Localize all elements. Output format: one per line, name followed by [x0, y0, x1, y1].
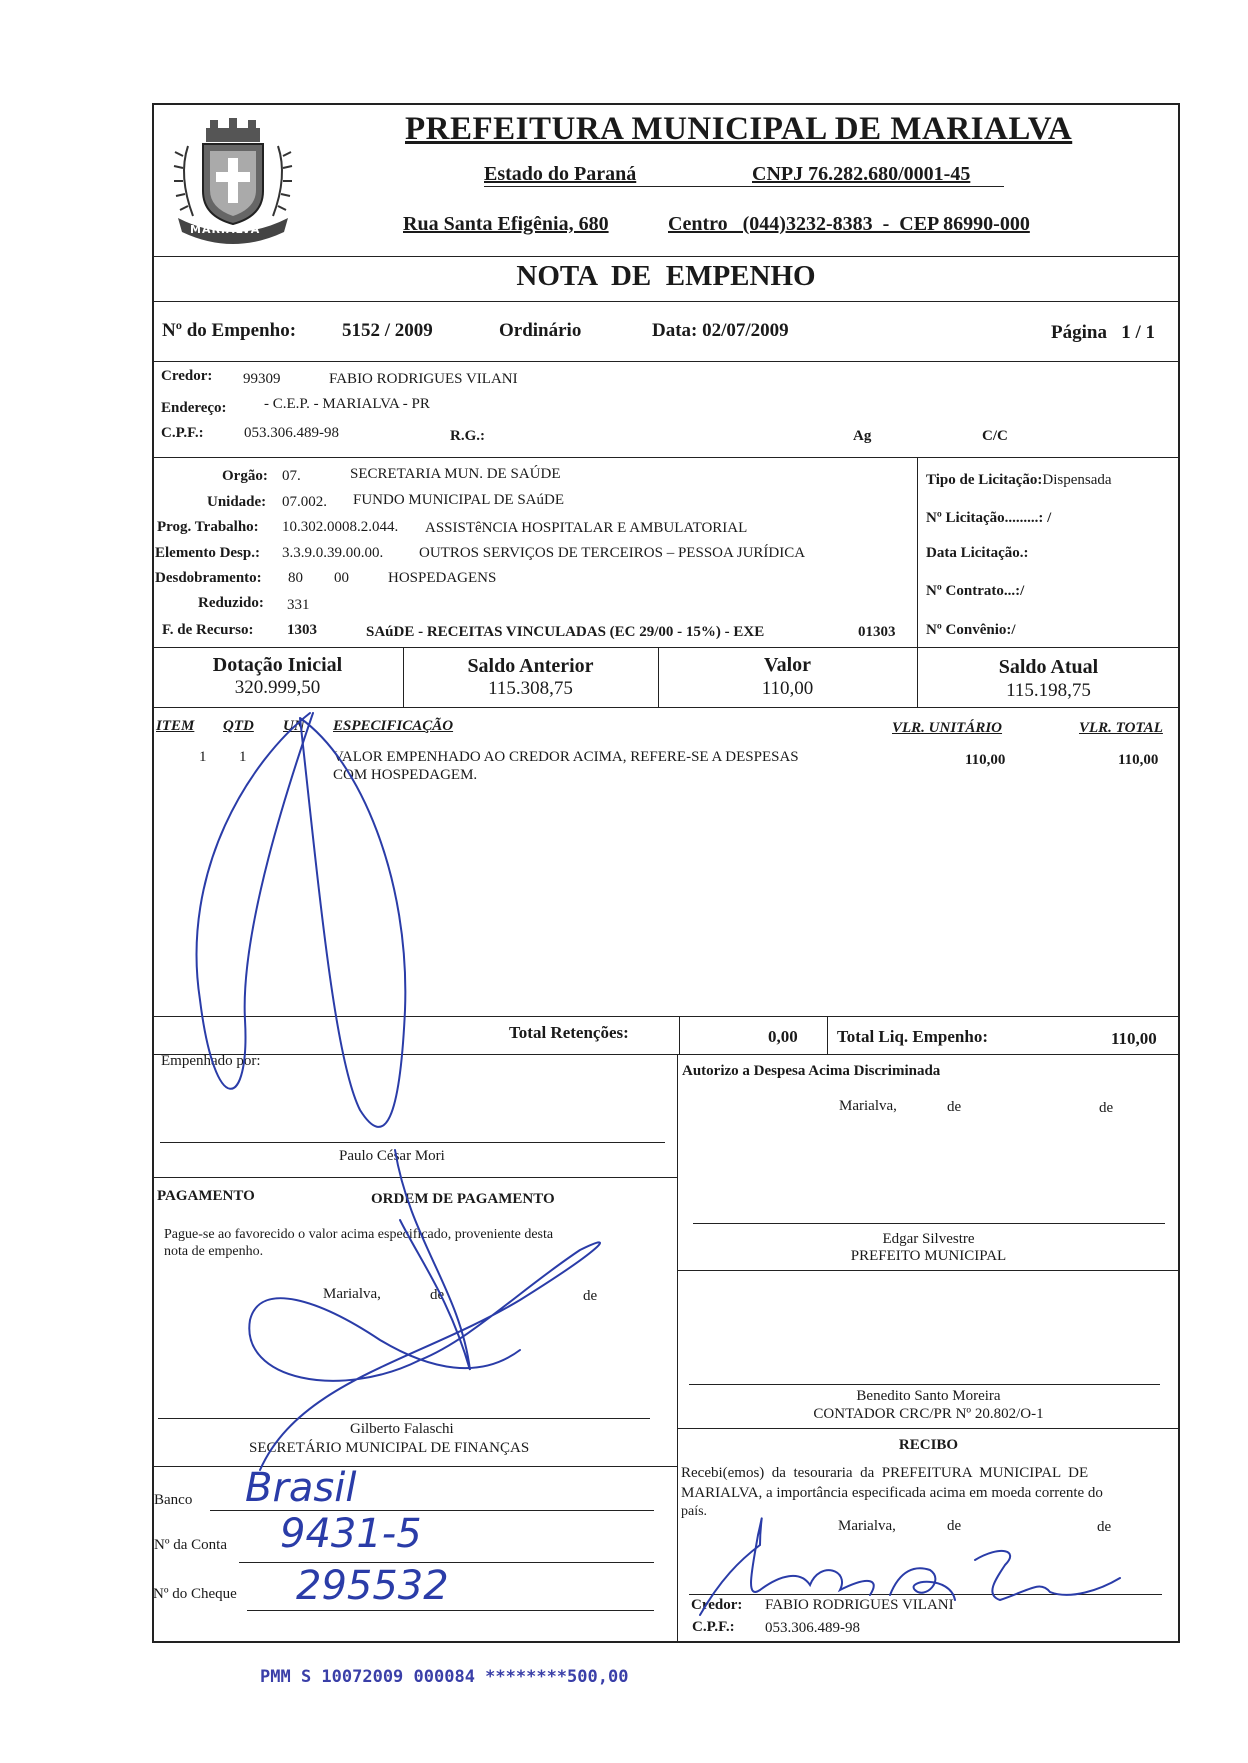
- municipal-crest: [158, 106, 308, 254]
- credor-label: Credor:: [161, 368, 213, 384]
- cpf-label: C.P.F.:: [161, 425, 204, 441]
- divider-title: [152, 301, 1180, 302]
- licitacao-data: Data Licitação.:: [926, 545, 1029, 561]
- elemento-name: OUTROS SERVIÇOS DE TERCEIROS – PESSOA JURÍDICA: [419, 545, 806, 561]
- credor-name: FABIO RODRIGUES VILANI: [329, 371, 518, 387]
- contador-signature-line: [689, 1384, 1160, 1385]
- recibo-text-line3: país.: [681, 1504, 708, 1519]
- endereco-value: - C.E.P. - MARIALVA - PR: [264, 396, 430, 412]
- pagamento-text-line1: Pague-se ao favorecido o valor acima especificado, proveniente desta: [164, 1227, 554, 1242]
- prog-code: 10.302.0008.2.044.: [282, 519, 399, 535]
- recibo-signature-line: [689, 1594, 1162, 1595]
- cheque-line: [247, 1610, 654, 1611]
- fonte-name: SAúDE - RECEITAS VINCULADAS (EC 29/00 - 15%) - EXE: [366, 624, 765, 640]
- recibo-credor-name: FABIO RODRIGUES VILANI: [765, 1597, 954, 1613]
- desdobramento-name: HOSPEDAGENS: [388, 570, 497, 586]
- divider-autorizo: [677, 1270, 1180, 1271]
- empenho-type: Ordinário: [499, 320, 582, 341]
- licitacao-tipo-label: Tipo de Licitação:: [926, 472, 1043, 488]
- desdobramento-code2: 00: [334, 570, 349, 586]
- totais-divider-2: [827, 1016, 828, 1054]
- unidade-name: FUNDO MUNICIPAL DE SAúDE: [353, 492, 564, 508]
- dotacao-inicial-label: Dotação Inicial: [212, 654, 343, 676]
- saldo-atual-label: Saldo Atual: [998, 656, 1099, 678]
- autorizo-de-2: de: [1099, 1100, 1114, 1116]
- empenhado-por-name: Paulo César Mori: [339, 1148, 445, 1164]
- col-vlr-unitario-header: VLR. UNITÁRIO: [892, 720, 1003, 736]
- total-liq-value: 110,00: [1111, 1029, 1157, 1048]
- fonte-code: 1303: [287, 622, 317, 638]
- cc-label: C/C: [982, 428, 1008, 444]
- unidade-label: Unidade:: [207, 494, 267, 510]
- divider-empenhado: [152, 1177, 677, 1178]
- recibo-city: Marialva,: [838, 1518, 896, 1534]
- secretario-title: SECRETÁRIO MUNICIPAL DE FINANÇAS: [249, 1440, 530, 1456]
- banco-value: Brasil: [245, 1465, 357, 1511]
- item-row-1-vlr-unitario: 110,00: [965, 752, 1006, 768]
- item-row-1-esp-line2: COM HOSPEDAGEM.: [333, 767, 478, 783]
- autorizo-label: Autorizo a Despesa Acima Discriminada: [682, 1063, 941, 1079]
- orgao-code: 07.: [282, 468, 301, 484]
- orgao-label: Orgão:: [222, 468, 268, 484]
- cheque-value: 295532: [296, 1563, 449, 1609]
- divider-header: [152, 256, 1180, 257]
- reduzido-label: Reduzido:: [198, 595, 264, 611]
- secretario-name: Gilberto Falaschi: [350, 1421, 454, 1437]
- recibo-label: RECIBO: [898, 1437, 959, 1453]
- ordem-pagamento-label: ORDEM DE PAGAMENTO: [371, 1191, 555, 1207]
- divider-empenho: [152, 361, 1180, 362]
- divider-pagamento: [152, 1466, 677, 1467]
- header-state-underline: [484, 186, 1004, 187]
- recibo-cpf-value: 053.306.489-98: [765, 1620, 860, 1636]
- item-row-1-item: 1: [199, 749, 207, 765]
- total-retencoes-label: Total Retenções:: [509, 1023, 629, 1042]
- banco-label: Banco: [154, 1492, 193, 1508]
- contrato-numero: Nº Contrato...:/: [926, 583, 1025, 599]
- contador-name: Benedito Santo Moreira: [856, 1388, 1001, 1404]
- licitacao-tipo: [926, 472, 1112, 489]
- saldo-anterior-value: 115.308,75: [488, 678, 573, 699]
- prefeito-title: PREFEITO MUNICIPAL: [850, 1248, 1007, 1264]
- saldo-anterior-label: Saldo Anterior: [467, 655, 594, 677]
- col-qtd-header: QTD: [223, 718, 254, 734]
- divider-credor: [152, 457, 1180, 458]
- prog-name: ASSISTêNCIA HOSPITALAR E AMBULATORIAL: [425, 520, 748, 536]
- elemento-label: Elemento Desp.:: [155, 545, 260, 561]
- col-un-header: UN: [283, 718, 305, 734]
- state-text: Estado do Paraná: [484, 163, 637, 185]
- divider-licitacao-vertical: [917, 457, 918, 647]
- total-retencoes-value: 0,00: [768, 1027, 798, 1046]
- divider-saldos: [152, 707, 1180, 708]
- autorizo-city: Marialva,: [839, 1098, 897, 1114]
- lower-center-divider: [677, 1054, 678, 1643]
- totais-divider-1: [679, 1016, 680, 1054]
- item-row-1-esp-line1: VALOR EMPENHADO AO CREDOR ACIMA, REFERE-SE A DESPESAS: [333, 749, 799, 765]
- total-liq-label: Total Liq. Empenho:: [837, 1027, 988, 1046]
- orgao-name: SECRETARIA MUN. DE SAÚDE: [350, 466, 561, 482]
- prefeito-name: Edgar Silvestre: [882, 1231, 975, 1247]
- desdobramento-code1: 80: [288, 570, 303, 586]
- pagamento-de-1: de: [430, 1287, 445, 1303]
- document-title: NOTA DE EMPENHO: [516, 260, 816, 292]
- divider-itens: [152, 1016, 1180, 1017]
- conta-label: Nº da Conta: [154, 1537, 227, 1553]
- reduzido-value: 331: [287, 597, 310, 613]
- rg-label: R.G.:: [450, 428, 485, 444]
- empenhado-por-label: Empenhado por:: [161, 1053, 261, 1069]
- recibo-text-line2: MARIALVA, a importância especificada acima em moeda corrente do: [681, 1485, 1103, 1501]
- empenhado-signature-line: [160, 1142, 665, 1143]
- licitacao-tipo-value: Dispensada: [1042, 472, 1112, 488]
- autorizo-signature-line: [693, 1223, 1165, 1224]
- pagamento-signature-line: [158, 1418, 650, 1419]
- credor-code: 99309: [243, 371, 281, 387]
- recibo-cpf-label: C.P.F.:: [692, 1619, 735, 1635]
- valor-value: 110,00: [761, 678, 814, 699]
- recibo-credor-label: Credor:: [691, 1597, 743, 1613]
- empenho-date: Data: 02/07/2009: [652, 320, 789, 341]
- divider-dotacao: [152, 647, 1180, 648]
- crest-banner-text: MARIALVA: [190, 223, 261, 236]
- pagamento-city: Marialva,: [323, 1286, 381, 1302]
- empenho-number-label: Nº do Empenho:: [162, 320, 297, 341]
- cnpj-text: CNPJ 76.282.680/0001-45: [752, 163, 971, 185]
- saldo-atual-value: 115.198,75: [1006, 680, 1091, 701]
- cpf-value: 053.306.489-98: [244, 425, 339, 441]
- recibo-de-2: de: [1097, 1519, 1112, 1535]
- licitacao-numero: Nº Licitação.........: /: [926, 510, 1052, 526]
- item-row-1-vlr-total: 110,00: [1118, 752, 1159, 768]
- recibo-text-line1: Recebi(emos) da tesouraria da PREFEITURA MUNICIPAL DE: [681, 1465, 1089, 1481]
- elemento-code: 3.3.9.0.39.00.00.: [282, 545, 384, 561]
- unidade-code: 07.002.: [282, 494, 327, 510]
- valor-label: Valor: [763, 654, 812, 676]
- district-phone-text: Centro (044)3232-8383 - CEP 86990-000: [668, 213, 1030, 235]
- fonte-code2: 01303: [858, 624, 896, 640]
- desdobramento-label: Desdobramento:: [155, 570, 262, 586]
- address-text: Rua Santa Efigênia, 680: [403, 213, 609, 235]
- contador-title: CONTADOR CRC/PR Nº 20.802/O-1: [813, 1406, 1044, 1422]
- empenho-number: 5152 / 2009: [342, 320, 433, 341]
- dotacao-inicial-value: 320.999,50: [234, 677, 321, 698]
- prog-label: Prog. Trabalho:: [157, 519, 259, 535]
- ag-label: Ag: [853, 428, 872, 444]
- conta-value: 9431-5: [280, 1511, 422, 1557]
- col-item-header: ITEM: [156, 718, 195, 734]
- recibo-de-1: de: [947, 1518, 962, 1534]
- autorizo-de-1: de: [947, 1099, 962, 1115]
- bank-stamp: PMM S 10072009 000084 ********500,00: [260, 1667, 629, 1687]
- pagamento-de-2: de: [583, 1288, 598, 1304]
- fonte-label: F. de Recurso:: [162, 622, 254, 638]
- pagamento-text-line2: nota de empenho.: [164, 1244, 264, 1259]
- col-vlr-total-header: VLR. TOTAL: [1079, 720, 1163, 736]
- divider-totais: [152, 1054, 1180, 1055]
- cheque-label: Nº do Cheque: [153, 1586, 237, 1602]
- convenio-numero: Nº Convênio:/: [926, 622, 1016, 638]
- divider-contador: [677, 1428, 1180, 1429]
- col-especificacao-header: ESPECIFICAÇÃO: [333, 718, 454, 734]
- page-title: PREFEITURA MUNICIPAL DE MARIALVA: [405, 111, 1073, 147]
- pagamento-label: PAGAMENTO: [157, 1188, 255, 1204]
- page-number: Página 1 / 1: [1051, 322, 1155, 343]
- endereco-label: Endereço:: [161, 400, 227, 416]
- item-row-1-qtd: 1: [239, 749, 247, 765]
